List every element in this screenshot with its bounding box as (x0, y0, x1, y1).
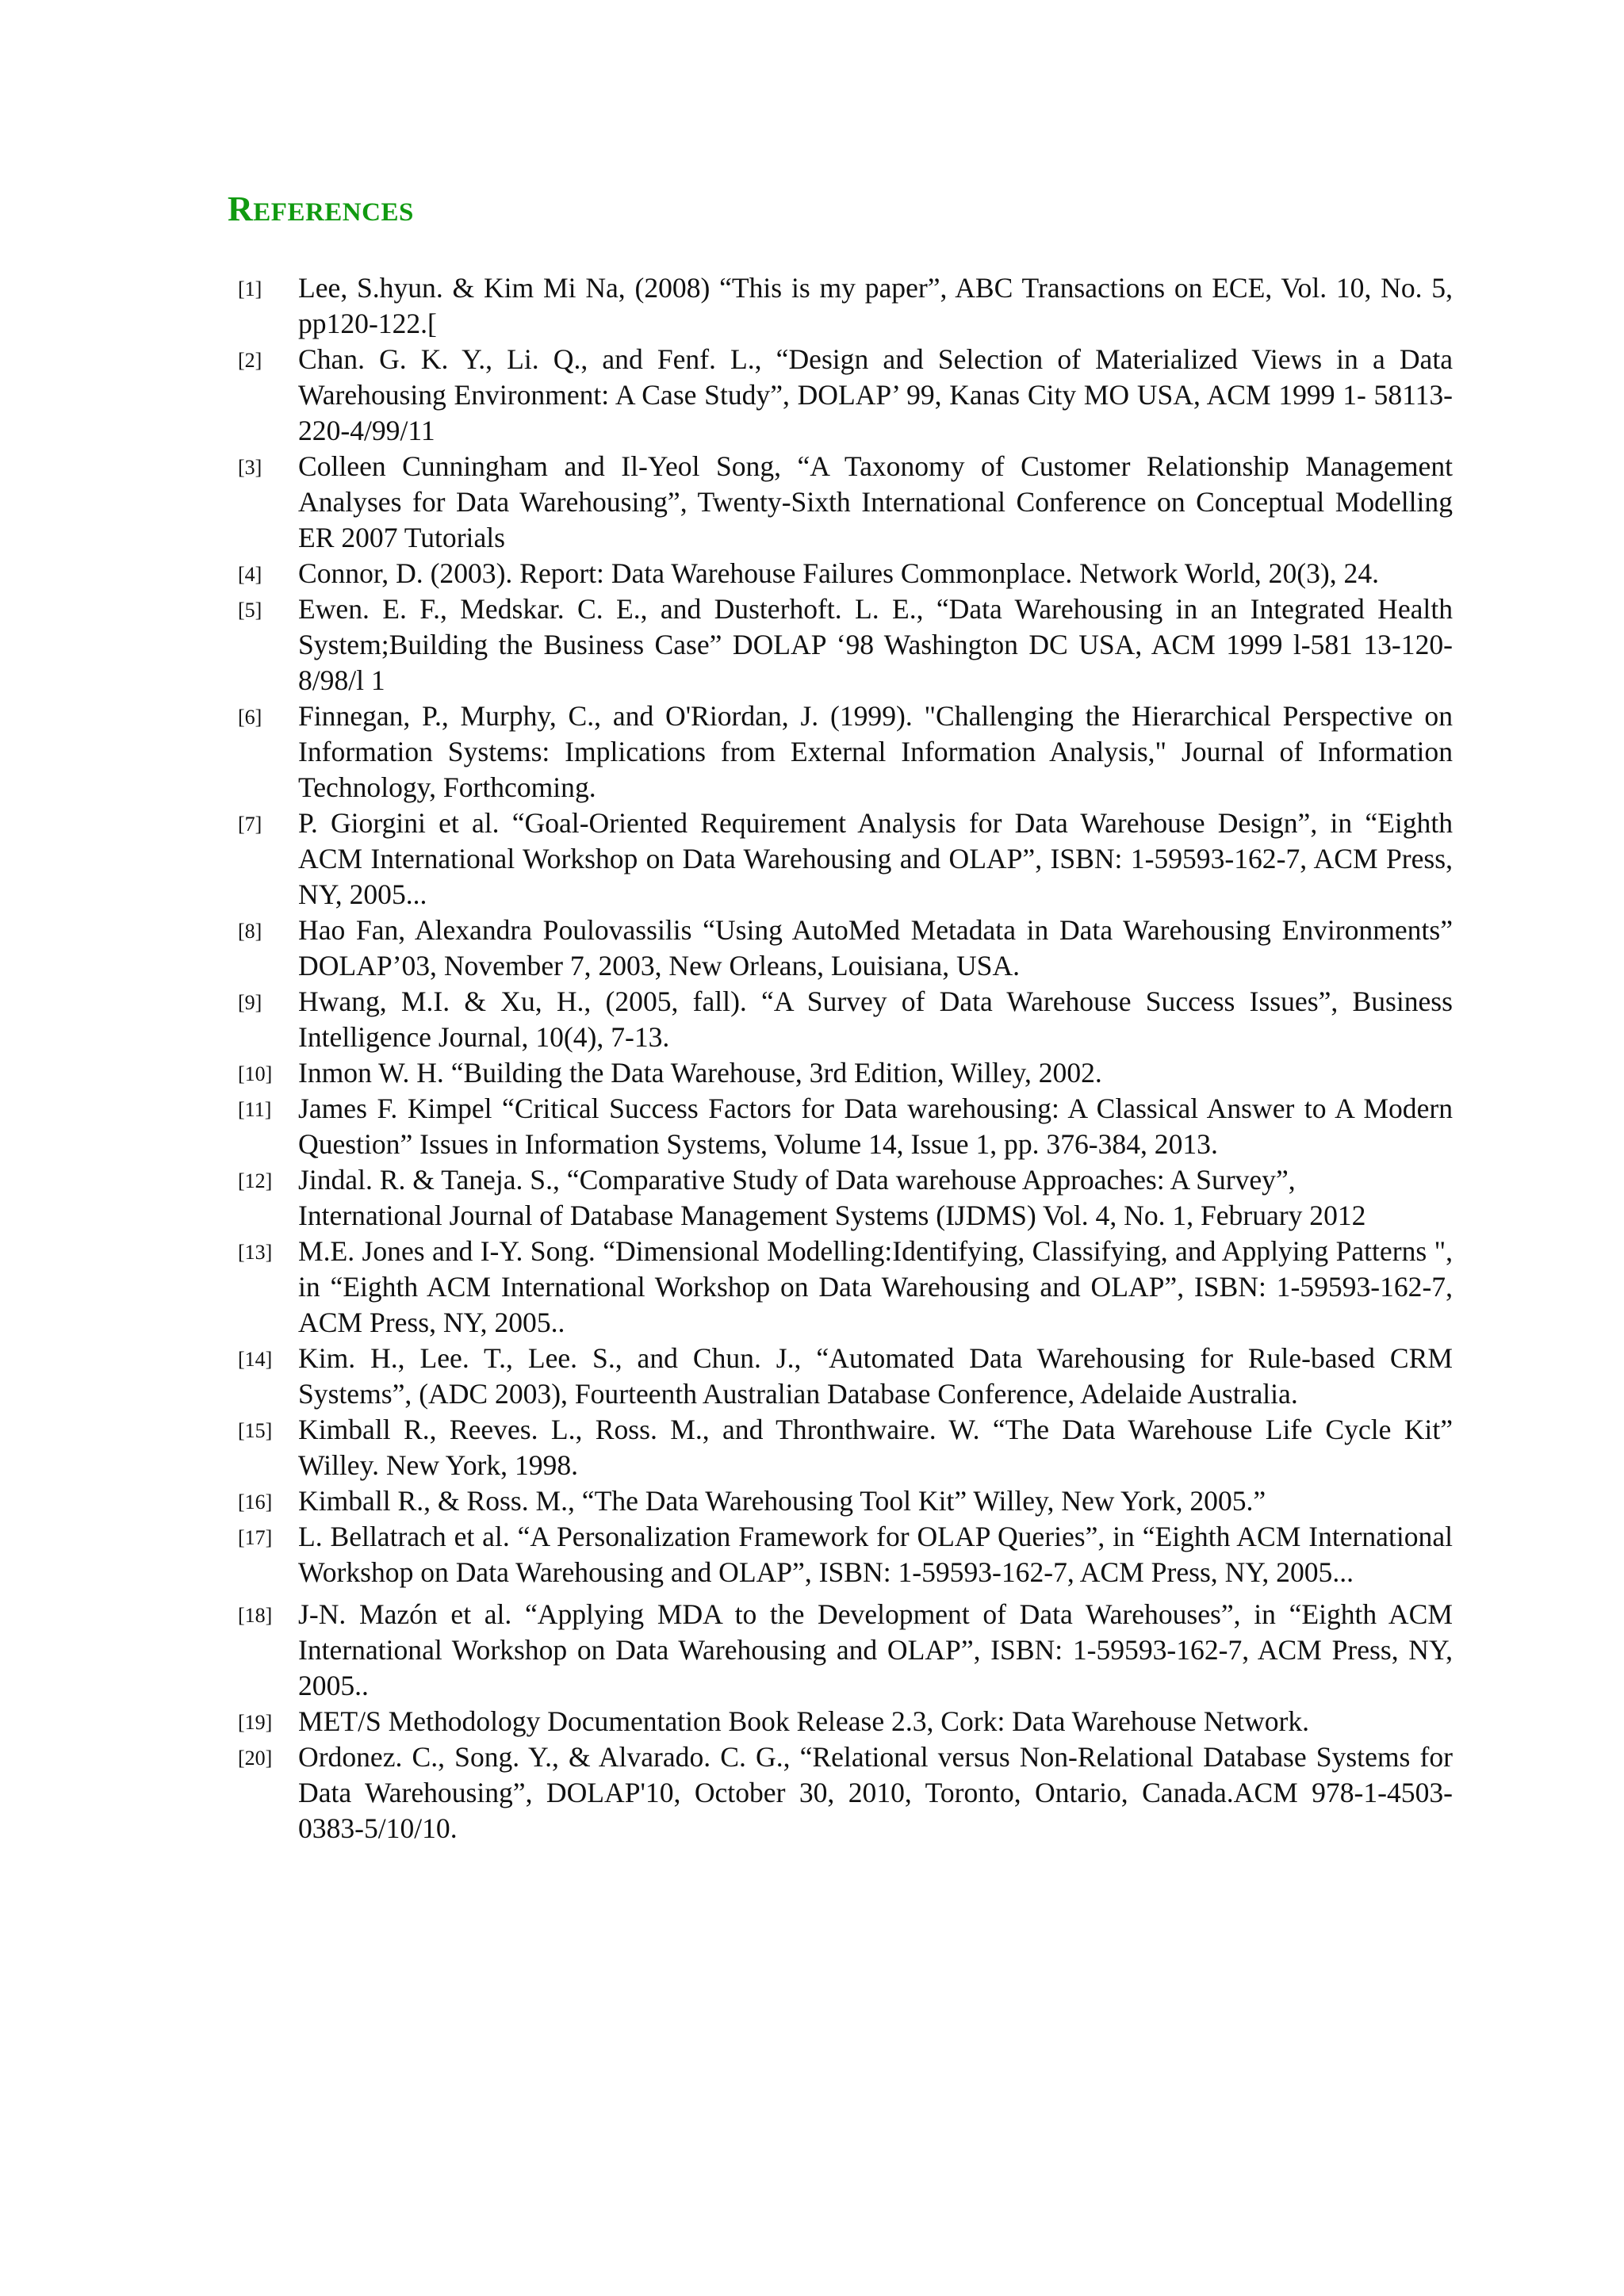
reference-text: Kim. H., Lee. T., Lee. S., and Chun. J., “Automated Data Warehousing for Rule-based CRM Systems”, (ADC 2003), Fourteenth Australian Database Conference, Adelaide Australia. (298, 1342, 1453, 1410)
reference-number: [17] (238, 1526, 273, 1549)
reference-item (238, 1597, 1453, 1704)
reference-item (238, 556, 1453, 591)
reference-item (238, 1483, 1453, 1519)
reference-text: Lee, S.hyun. & Kim Mi Na, (2008) “This is my paper”, ABC Transactions on ECE, Vol. 10, No. 5, pp120-122.[ (298, 272, 1453, 339)
reference-item (238, 1091, 1453, 1162)
reference-item (238, 806, 1453, 913)
reference-text: Ewen. E. F., Medskar. C. E., and Dusterhoft. L. E., “Data Warehousing in an Integrated Health System;Building the Business Case” DOLAP ‘98 Washington DC USA, ACM 1999 l-581 13-120- 8/98/l 1 (298, 593, 1453, 696)
reference-text-continued: International Journal of Database Management Systems (IJDMS) Vol. 4, No. 1, February 2012 (298, 1200, 1366, 1231)
reference-text: J-N. Mazón et al. “Applying MDA to the Development of Data Warehouses”, in “Eighth ACM International Workshop on Data Warehousing and OLAP”, ISBN: 1-59593-162-7, ACM Press, NY, 2005.. (298, 1598, 1453, 1701)
reference-text: James F. Kimpel “Critical Success Factors for Data warehousing: A Classical Answer to A Modern Question” Issues in Information Systems, Volume 14, Issue 1, pp. 376-384, 2013. (298, 1093, 1453, 1160)
reference-number: [19] (238, 1711, 273, 1734)
reference-number: [11] (238, 1098, 272, 1121)
reference-item (238, 1519, 1453, 1590)
reference-text: P. Giorgini et al. “Goal-Oriented Requirement Analysis for Data Warehouse Design”, in “Eighth ACM International Workshop on Data Warehousing and OLAP”, ISBN: 1-59593-162-7, ACM Press, NY, 2005... (298, 807, 1453, 910)
reference-item (238, 1162, 1453, 1234)
reference-item (238, 1055, 1453, 1091)
reference-number: [7] (238, 813, 262, 836)
reference-number: [20] (238, 1747, 273, 1770)
reference-text: Jindal. R. & Taneja. S., “Comparative Study of Data warehouse Approaches: A Survey”, (298, 1164, 1296, 1196)
reference-item (238, 1234, 1453, 1341)
reference-item (238, 1341, 1453, 1412)
reference-text: Kimball R., & Ross. M., “The Data Warehousing Tool Kit” Willey, New York, 2005.” (298, 1485, 1266, 1517)
reference-number: [6] (238, 706, 262, 729)
reference-item (238, 984, 1453, 1055)
reference-text: Inmon W. H. “Building the Data Warehouse, 3rd Edition, Willey, 2002. (298, 1057, 1102, 1089)
reference-item (238, 913, 1453, 984)
reference-number: [2] (238, 349, 262, 372)
reference-text: Ordonez. C., Song. Y., & Alvarado. C. G., “Relational versus Non-Relational Database Systems for Data Warehousing”, DOLAP'10, October 30, 2010, Toronto, Ontario, Canada.ACM 978-1-4503- 0383-5/10/10. (298, 1741, 1453, 1844)
reference-text: Chan. G. K. Y., Li. Q., and Fenf. L., “Design and Selection of Materialized Views in a Data Warehousing Environment: A Case Study”, DOLAP’ 99, Kanas City MO USA, ACM 1999 1- 58113-220-4/99/11 (298, 343, 1453, 446)
reference-item (238, 1412, 1453, 1483)
reference-item (238, 342, 1453, 449)
reference-text: Hwang, M.I. & Xu, H., (2005, fall). “A Survey of Data Warehouse Success Issues”, Business Intelligence Journal, 10(4), 7-13. (298, 985, 1453, 1053)
reference-text: M.E. Jones and I-Y. Song. “Dimensional Modelling:Identifying, Classifying, and Applying Patterns ", in “Eighth ACM International Workshop on Data Warehousing and OLAP”, ISBN: 1-59593-162-7, ACM Press, NY, 2005.. (298, 1235, 1453, 1338)
reference-item (238, 449, 1453, 556)
reference-text: MET/S Methodology Documentation Book Release 2.3, Cork: Data Warehouse Network. (298, 1705, 1310, 1737)
reference-number: [4] (238, 563, 262, 586)
heading-initial: R (228, 189, 254, 228)
reference-number: [15] (238, 1419, 273, 1442)
reference-number: [18] (238, 1604, 273, 1627)
reference-number: [12] (238, 1169, 273, 1192)
reference-item (238, 1739, 1453, 1846)
reference-item (238, 591, 1453, 698)
reference-text: Connor, D. (2003). Report: Data Warehouse Failures Commonplace. Network World, 20(3), 24. (298, 557, 1379, 589)
reference-item (238, 270, 1453, 342)
reference-number: [14] (238, 1348, 273, 1371)
references-heading (228, 189, 414, 229)
reference-text: L. Bellatrach et al. “A Personalization Framework for OLAP Queries”, in “Eighth ACM International Workshop on Data Warehousing and OLAP”, ISBN: 1-59593-162-7, ACM Press, NY, 2005... (298, 1521, 1453, 1588)
reference-item (238, 698, 1453, 806)
reference-number: [9] (238, 991, 262, 1014)
reference-text: Hao Fan, Alexandra Poulovassilis “Using AutoMed Metadata in Data Warehousing Environments” DOLAP’03, November 7, 2003, New Orleans, Louisiana, USA. (298, 914, 1453, 982)
reference-number: [1] (238, 277, 262, 300)
reference-number: [5] (238, 599, 262, 622)
reference-text: Finnegan, P., Murphy, C., and O'Riordan, J. (1999). "Challenging the Hierarchical Perspective on Information Systems: Implications from External Information Analysis," Journal of Information Technology, Forthcoming. (298, 700, 1453, 803)
reference-number: [13] (238, 1241, 273, 1264)
reference-number: [3] (238, 456, 262, 479)
reference-item (238, 1704, 1453, 1739)
reference-list (238, 270, 1453, 1846)
reference-text: Kimball R., Reeves. L., Ross. M., and Thronthwaire. W. “The Data Warehouse Life Cycle Kit” Willey. New York, 1998. (298, 1414, 1453, 1481)
reference-number: [16] (238, 1490, 273, 1513)
reference-text: Colleen Cunningham and Il-Yeol Song, “A Taxonomy of Customer Relationship Management Analyses for Data Warehousing”, Twenty-Sixth International Conference on Conceptual Modelling ER 2007 Tutorials (298, 450, 1453, 553)
heading-rest: EFERENCES (253, 198, 414, 227)
reference-number: [10] (238, 1062, 273, 1085)
reference-number: [8] (238, 920, 262, 943)
